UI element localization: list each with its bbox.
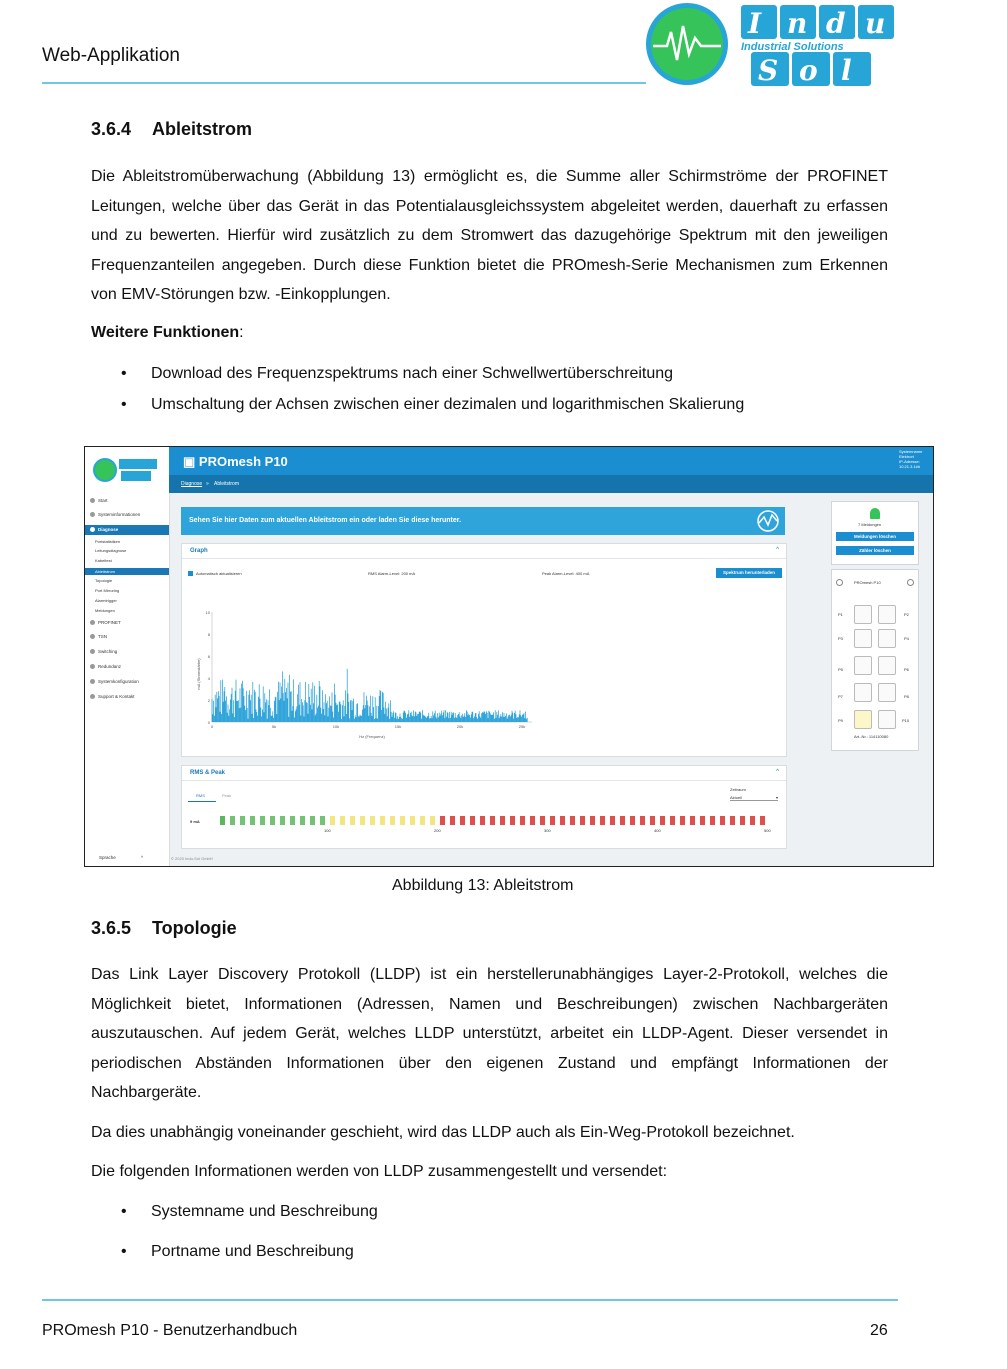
- port-label: P7: [838, 694, 843, 699]
- help-icon: ?: [1000, 448, 1006, 455]
- switch-icon: [90, 649, 95, 654]
- level-segment: [750, 816, 755, 825]
- caret-down-icon: ▾: [775, 795, 778, 800]
- app-topbar: [169, 447, 1007, 475]
- level-segment: [220, 816, 225, 825]
- document-header-title: Web-Applikation: [42, 45, 181, 66]
- level-segment: [420, 816, 425, 825]
- sidebar-subitem-port-mirroring[interactable]: Port Mirroring: [95, 588, 120, 593]
- rms-peak-panel: [181, 765, 787, 849]
- timespan-label: Zeitraum: [730, 787, 746, 792]
- y-tick: 10: [205, 610, 210, 615]
- level-segment: [320, 816, 325, 825]
- port-p4[interactable]: [878, 629, 896, 648]
- level-segment: [630, 816, 635, 825]
- level-segment: [410, 816, 415, 825]
- graph-panel: [181, 543, 787, 757]
- chart-ylabel: mA (Stromstärke): [196, 658, 201, 690]
- port-label: P6: [904, 667, 909, 672]
- level-segment: [690, 816, 695, 825]
- lldp-info-list: [91, 1203, 378, 1261]
- graph-panel-header[interactable]: Graph ^: [182, 544, 786, 559]
- logout-icon: ➜: [971, 448, 977, 454]
- sidebar-item-switching[interactable]: Switching: [90, 649, 117, 654]
- spectrum-chart: [192, 604, 542, 746]
- level-segment: [470, 816, 475, 825]
- sidebar-item-profinet[interactable]: PROFINET: [90, 620, 121, 625]
- list-item: • Portname und Beschreibung: [91, 1243, 378, 1261]
- port-label: P4: [904, 636, 909, 641]
- level-segment: [640, 816, 645, 825]
- app-brand: ▣ PROmesh P10: [183, 454, 288, 469]
- reset-counter-button[interactable]: Zähler löschen: [836, 546, 914, 555]
- rms-panel-header[interactable]: RMS & Peak ^: [182, 766, 786, 781]
- network-icon: [90, 620, 95, 625]
- spectrum-trace: [212, 669, 527, 722]
- level-segment: [610, 816, 615, 825]
- x-tick: 5k: [271, 724, 277, 729]
- level-segment: [310, 816, 315, 825]
- level-segment: [560, 816, 565, 825]
- level-segment: [230, 816, 235, 825]
- sidebar-subitem-portstatistiken[interactable]: Portstatistiken: [95, 539, 121, 544]
- level-segment: [270, 816, 275, 825]
- level-segment: [430, 816, 435, 825]
- level-segment: [370, 816, 375, 825]
- support-icon: [90, 694, 95, 699]
- timespan-select[interactable]: Aktuell ▾: [730, 795, 778, 800]
- sidebar-subitem-ableitstrom[interactable]: Ableitstrom: [95, 569, 116, 574]
- level-segment: [720, 816, 725, 825]
- sidebar-item-systeminformationen[interactable]: Systeminformationen: [90, 512, 140, 517]
- scale-label: 400: [654, 828, 661, 833]
- section-title: Topologie: [152, 918, 237, 938]
- screw-icon: [907, 579, 914, 586]
- device-card: [831, 569, 919, 751]
- sidebar-item-systemkonfiguration[interactable]: Systemkonfiguration: [90, 679, 139, 684]
- level-segment: [340, 816, 345, 825]
- level-segment: [590, 816, 595, 825]
- port-p8[interactable]: [878, 683, 896, 702]
- tab-rms[interactable]: RMS: [196, 793, 205, 798]
- level-segment: [280, 816, 285, 825]
- redundancy-icon: [90, 664, 95, 669]
- level-segment: [760, 816, 765, 825]
- port-label: P3: [838, 636, 843, 641]
- level-segment: [240, 816, 245, 825]
- article-number: Art.-Nr.: 114110080: [854, 734, 889, 739]
- help-button[interactable]: ? Hilfe: [999, 448, 1007, 459]
- lldp-info-paragraph: Die folgenden Informationen werden von LLDP zusammengestellt und versendet:: [91, 1163, 668, 1180]
- svg-text:Industrial Solutions: Industrial Solutions: [741, 41, 844, 53]
- bell-icon: [870, 508, 880, 519]
- level-segment: [550, 816, 555, 825]
- level-segment: [450, 816, 455, 825]
- breadcrumb: [169, 475, 933, 493]
- level-segment: [530, 816, 535, 825]
- rms-alarm-level: RMS Alarm-Level: 200 mA: [368, 571, 416, 576]
- port-p1[interactable]: [854, 605, 872, 624]
- level-segment: [490, 816, 495, 825]
- header-divider: [42, 82, 646, 84]
- list-item: • Umschaltung der Achsen zwischen einer dezimalen und logarithmischen Skalierung: [91, 396, 744, 414]
- sidebar-subitem-topologie[interactable]: Topologie: [95, 578, 113, 583]
- y-tick: 6: [207, 654, 210, 659]
- port-p7[interactable]: [854, 683, 872, 702]
- svg-text:o: o: [799, 54, 818, 87]
- footer-title: PROmesh P10 - Benutzerhandbuch: [42, 1322, 298, 1339]
- clock-icon: [90, 634, 95, 639]
- ableitstrom-screenshot: [84, 446, 1007, 867]
- section-heading-topologie: [91, 918, 237, 939]
- ableitstrom-paragraph: Die Ableitstromüberwachung (Abbildung 13) ermöglicht es, die Summe aller Schirmströme der PROFINET Leitungen, welche über das Gerät in das Potentialausgleichssystem abgeleitet werden, dauerhaft zu erfassen und zu bewerten. Hierfür wird zusätzlich zu dem Stromwert das dazugehörige Spektrum mit den jeweiligen Frequenzanteilen angegeben. Durch diese Funktion bietet die PROmesh-Serie Mechanismen zum Erkennen von EMV-Störungen bzw. -Einkopplungen.: [91, 168, 888, 303]
- level-segment: [540, 816, 545, 825]
- level-segment: [380, 816, 385, 825]
- level-segment: [500, 816, 505, 825]
- spectrum-bars: [212, 669, 527, 722]
- indu-sol-logo: [645, 2, 897, 86]
- x-tick: 20k: [456, 724, 464, 729]
- section-heading-ableitstrom: [91, 119, 252, 140]
- footer-divider: [42, 1299, 898, 1301]
- checkbox-icon: [188, 571, 193, 576]
- level-segment: [480, 816, 485, 825]
- rms-value: 9 mA: [190, 819, 200, 824]
- peak-alarm-level: Peak Alarm-Level: 400 mA: [542, 571, 590, 576]
- port-label: P8: [904, 694, 909, 699]
- level-segment: [650, 816, 655, 825]
- y-tick: 8: [207, 632, 210, 637]
- sidebar-item-start[interactable]: Start: [90, 498, 108, 503]
- x-tick: 15k: [394, 724, 402, 729]
- level-segment: [660, 816, 665, 825]
- messages-count: 7 Meldungen: [858, 522, 882, 527]
- lldp-paragraph: Das Link Layer Discovery Protokoll (LLDP) ist ein herstellerunabhängiges Layer-2-Protokoll, welches die Möglichkeit bietet, Informationen (Adressen, Namen und Beschreibungen) zwischen Nachbargeräten auszutauschen. Auf jedem Gerät, welches LLDP unterstützt, arbeitet ein LLDP-Agent. Dieser versendet in periodischen Abständen Informationen über den eigenen Zustand und empfängt Informationen der Nachbargeräte.: [91, 966, 888, 1101]
- svg-text:d: d: [826, 7, 846, 40]
- level-segment: [400, 816, 405, 825]
- level-segment: [260, 816, 265, 825]
- level-segment: [350, 816, 355, 825]
- tab-rms-underline: [188, 801, 216, 802]
- copyright: © 2020 Indu-Sol GmbH: [171, 856, 213, 861]
- port-p3[interactable]: [854, 629, 872, 648]
- sidebar-item-support[interactable]: Support & Kontakt: [90, 694, 135, 699]
- further-functions-label: [91, 324, 244, 342]
- level-segment: [740, 816, 745, 825]
- language-selector[interactable]: Sprache ^: [99, 855, 144, 860]
- chevron-up-icon: ^: [776, 547, 779, 553]
- sidebar-subitem-alarmtrigger[interactable]: Alarmtrigger: [95, 598, 117, 603]
- y-tick: 2: [207, 698, 210, 703]
- device-name: PROmesh P10: [854, 580, 881, 585]
- port-p6[interactable]: [878, 656, 896, 675]
- level-segment: [580, 816, 585, 825]
- svg-text:l: l: [841, 54, 852, 87]
- section-number: 3.6.5: [91, 918, 132, 938]
- page-number: 26: [870, 1322, 888, 1339]
- messages-card: [831, 501, 919, 565]
- further-functions-colon: :: [239, 324, 244, 341]
- list-item: • Systemname und Beschreibung: [91, 1203, 378, 1243]
- scale-label: 100: [324, 828, 331, 833]
- chevron-up-icon: ^: [141, 855, 144, 860]
- further-functions-list: [91, 365, 744, 414]
- section-number: 3.6.4: [91, 119, 132, 139]
- device-meta: Systemname Elektrort IP-Adresse: 10.21.3.1##: [899, 449, 923, 469]
- x-tick: 0: [210, 724, 214, 729]
- level-segment: [290, 816, 295, 825]
- level-segment: [670, 816, 675, 825]
- tab-peak[interactable]: Peak: [222, 793, 232, 798]
- port-p10[interactable]: [878, 710, 896, 729]
- breadcrumb-current: Ableitstrom: [214, 481, 240, 487]
- wave-icon: [755, 509, 781, 533]
- level-segment: [300, 816, 305, 825]
- sidebar-item-tsn[interactable]: TSN: [90, 634, 107, 639]
- svg-text:I: I: [748, 7, 762, 40]
- level-segment: [600, 816, 605, 825]
- app-sidebar: [85, 447, 170, 866]
- sidebar-subitem-leitungsdiagnose[interactable]: Leitungsdiagnose: [95, 548, 127, 553]
- chart-icon: [90, 527, 95, 532]
- further-functions-title: Weitere Funktionen: [91, 324, 240, 341]
- level-segment: [250, 816, 255, 825]
- port-label: P5: [838, 667, 843, 672]
- sidebar-item-redundanz[interactable]: Redundanz: [90, 664, 121, 669]
- level-segment: [330, 816, 335, 825]
- level-segment: [700, 816, 705, 825]
- port-label: P2: [904, 612, 909, 617]
- info-banner: Sehen Sie hier Daten zum aktuellen Ableitstrom ein oder laden Sie diese herunter.: [181, 507, 785, 535]
- screw-icon: [836, 579, 843, 586]
- scale-label: 200: [434, 828, 441, 833]
- level-segment: [460, 816, 465, 825]
- port-label: P9: [838, 718, 843, 723]
- sidebar-subitem-kabeltest[interactable]: Kabeltest: [95, 558, 112, 563]
- port-label: P1: [838, 612, 843, 617]
- level-segment: [360, 816, 365, 825]
- level-segment: [520, 816, 525, 825]
- sidebar-item-diagnose[interactable]: Diagnose: [90, 527, 118, 532]
- level-segment: [730, 816, 735, 825]
- clear-messages-button[interactable]: Meldungen löschen: [836, 532, 914, 541]
- svg-text:u: u: [865, 7, 886, 40]
- port-p5[interactable]: [854, 656, 872, 675]
- level-segment: [680, 816, 685, 825]
- port-p2[interactable]: [878, 605, 896, 624]
- download-spectrum-button[interactable]: Spektrum herunterladen: [716, 568, 782, 578]
- chart-xlabel: Hz (Frequenz): [359, 734, 385, 739]
- logout-button[interactable]: ➜ admin Ausloggen: [965, 448, 984, 464]
- port-p9[interactable]: [854, 710, 872, 729]
- level-segment: [440, 816, 445, 825]
- y-tick: 4: [207, 676, 210, 681]
- x-tick: 10k: [332, 724, 340, 729]
- level-segment: [510, 816, 515, 825]
- scale-label: 500: [764, 828, 771, 833]
- list-item: • Download des Frequenzspektrums nach einer Schwellwertüberschreitung: [91, 365, 744, 396]
- scale-label: 300: [544, 828, 551, 833]
- level-segment: [710, 816, 715, 825]
- level-segment: [620, 816, 625, 825]
- gear-icon: [90, 679, 95, 684]
- sidebar-logo: [93, 457, 159, 483]
- breadcrumb-diagnose[interactable]: Diagnose: [181, 481, 203, 487]
- port-label: P10: [902, 718, 910, 723]
- section-title: Ableitstrom: [152, 119, 253, 139]
- breadcrumb-separator: »: [206, 481, 209, 487]
- x-tick: 25k: [518, 724, 526, 729]
- svg-text:n: n: [787, 7, 808, 40]
- info-icon: [90, 512, 95, 517]
- rms-level-bar: [220, 816, 770, 825]
- auto-update-checkbox[interactable]: Automatisch aktualisieren: [188, 571, 242, 576]
- level-segment: [390, 816, 395, 825]
- svg-text:S: S: [758, 54, 779, 87]
- home-icon: [90, 498, 95, 503]
- y-tick: 0: [207, 720, 210, 725]
- sidebar-subitem-meldungen[interactable]: Meldungen: [95, 608, 115, 613]
- level-segment: [570, 816, 575, 825]
- figure-caption: Abbildung 13: Ableitstrom: [392, 877, 574, 894]
- chevron-up-icon: ^: [776, 769, 779, 775]
- one-way-paragraph: Da dies unabhängig voneinander geschieht, wird das LLDP auch als Ein-Weg-Protokoll bezeichnet.: [91, 1124, 795, 1141]
